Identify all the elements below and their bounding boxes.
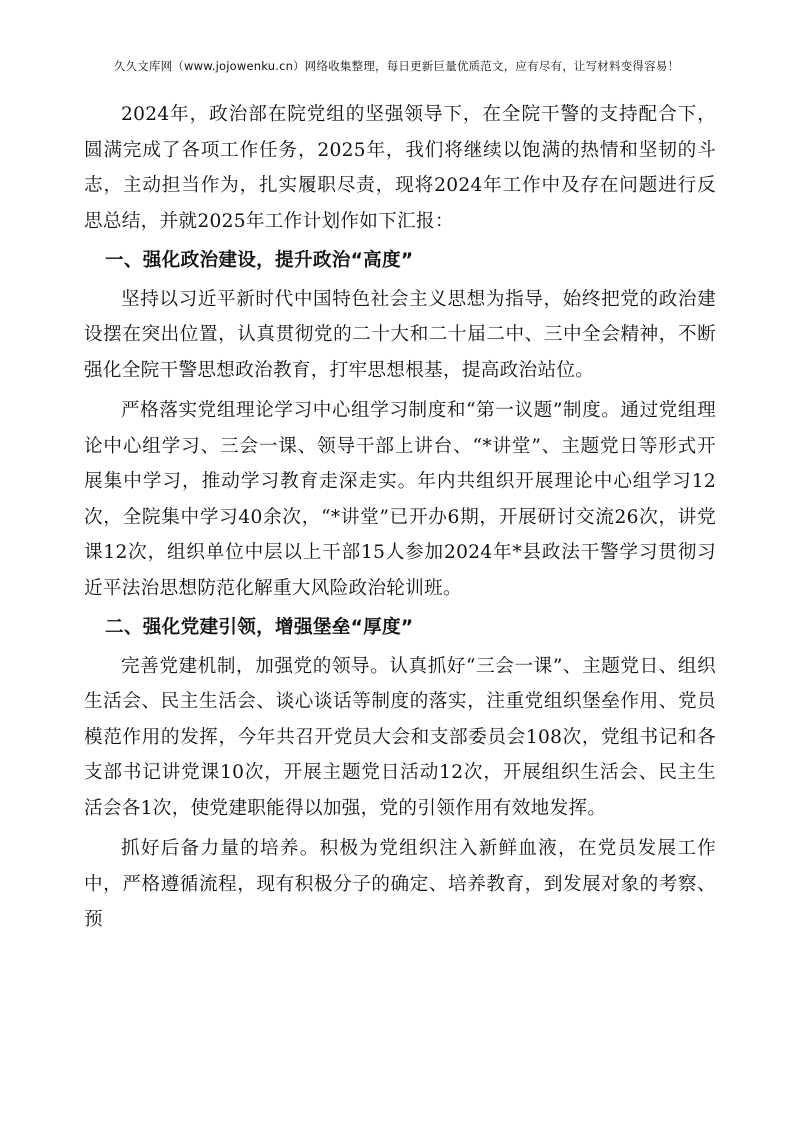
section-2-paragraph-1: 完善党建机制，加强党的领导。认真抓好“三会一课”、主题党日、组织生活会、民主生活会、谈心谈话等制度的落实，注重党组织堡垒作用、党员模范作用的发挥，今年共召开党员大会和支部委员会108次，党组书记和各支部书记讲党课10次，开展主题党日活动12次，开展组织生活会、民主生活会各1次，使党建职能得以加强，党的引领作用有效地发挥。: [84, 655, 716, 819]
section-1-paragraph-2: 严格落实党组理论学习中心组学习制度和“第一议题”制度。通过党组理论中心组学习、三会一课、领导干部上讲台、“*讲堂”、主题党日等形式开展集中学习，推动学习教育走深走实。年内共组织开展理论中心组学习12次，全院集中学习40余次，“*讲堂”已开办6期，开展研讨交流26次，讲党课12次，组织单位中层以上干部15人参加2024年*县政法干警学习贯彻习近平法治思想防范化解重大风险政治轮训班。: [84, 400, 716, 599]
section-1-paragraph-1: 坚持以习近平新时代中国特色社会主义思想为指导，始终把党的政治建设摆在突出位置，认真贯彻党的二十大和二十届二中、三中全会精神，不断强化全院干警思想政治教育，打牢思想根基，提高政治站位。: [84, 288, 716, 381]
section-1-heading: 一、强化政治建设，提升政治“高度”: [105, 250, 414, 271]
document-body: [84, 97, 716, 938]
section-2-heading: 二、强化党建引领，增强堡垒“厚度”: [105, 617, 414, 638]
intro-paragraph: 2024年，政治部在院党组的坚强领导下，在全院干警的支持配合下，圆满完成了各项工作任务，2025年，我们将继续以饱满的热情和坚韧的斗志，主动担当作为，扎实履职尽责，现将2024年工作中及存在问题进行反思总结，并就2025年工作计划作如下汇报：: [84, 104, 716, 232]
site-watermark-header: 久久文库网（www.jojowenku.cn）网络收集整理，每日更新巨量优质范文，应有尽有，让写材料变得容易！: [113, 59, 680, 73]
section-2-paragraph-2: 抓好后备力量的培养。积极为党组织注入新鲜血液，在党员发展工作中，严格遵循流程，现有积极分子的确定、培养教育，到发展对象的考察、预: [84, 838, 716, 930]
